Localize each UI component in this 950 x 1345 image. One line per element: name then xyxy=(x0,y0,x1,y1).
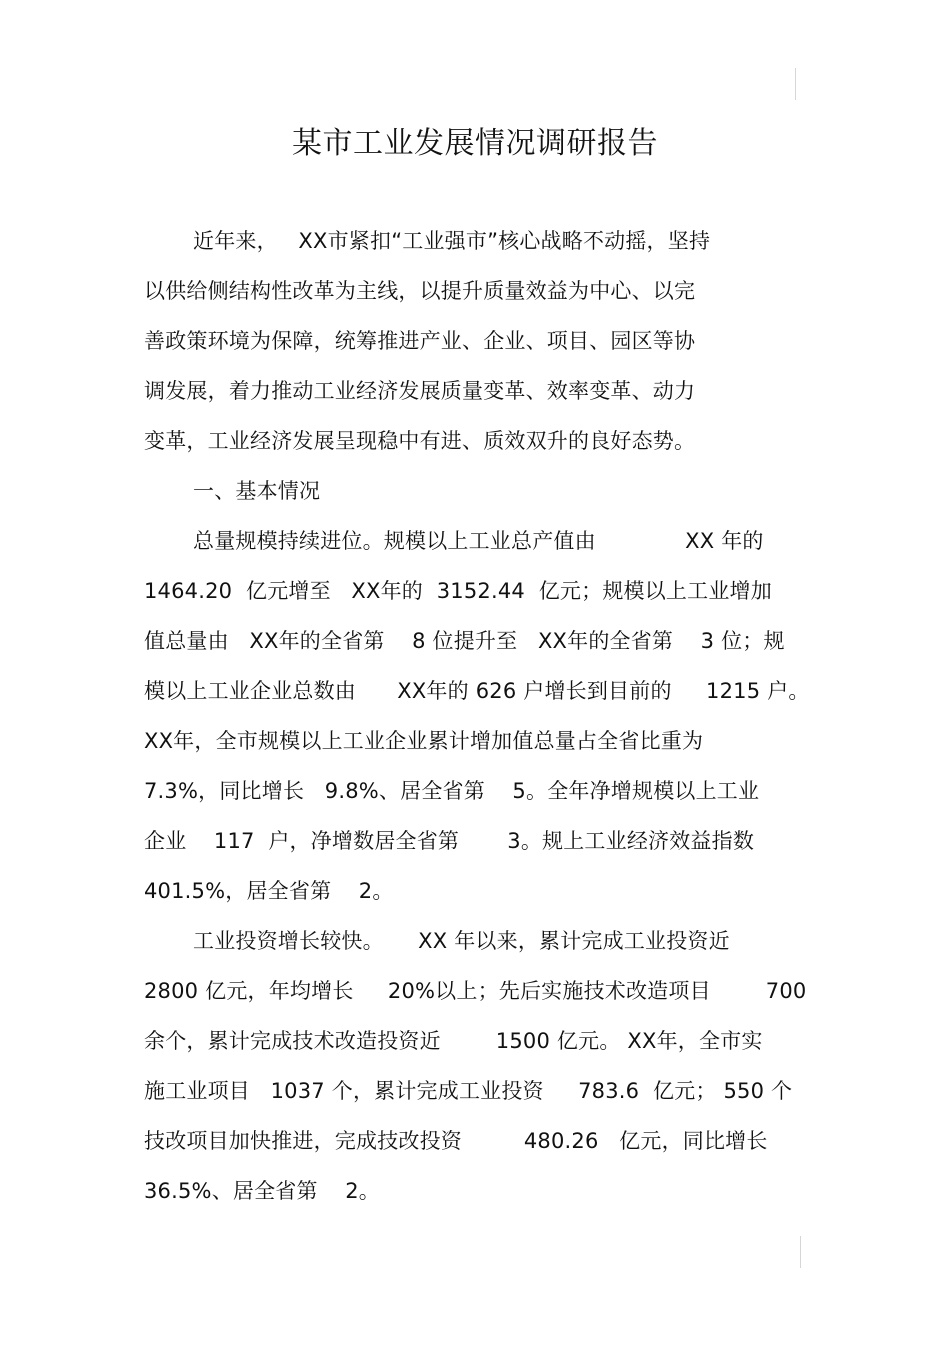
paragraph-3-line-3: 值总量由 XX年的全省第 8 位提升至 XX年的全省第 3 位；规 xyxy=(144,629,785,653)
paragraph-4-line-1: 工业投资增长较快。 XX 年以来，累计完成工业投资近 xyxy=(193,929,730,953)
paragraph-3-line-7: 企业 117 户，净增数居全省第 3。规上工业经济效益指数 xyxy=(144,829,755,853)
paragraph-3-line-4: 模以上工业企业总数由 XX年的 626 户增长到目前的 1215 户。 xyxy=(144,679,810,703)
paragraph-3-line-5: XX年，全市规模以上工业企业累计增加值总量占全省比重为 xyxy=(144,729,704,753)
page-edge-mark-top xyxy=(795,68,796,100)
paragraph-3-line-6: 7.3%，同比增长 9.8%、居全省第 5。全年净增规模以上工业 xyxy=(144,779,760,803)
paragraph-4-line-6: 36.5%、居全省第 2。 xyxy=(144,1179,380,1203)
section-heading: 一、基本情况 xyxy=(193,479,321,503)
paragraph-4-line-5: 技改项目加快推进，完成技改投资 480.26 亿元，同比增长 xyxy=(144,1129,768,1153)
paragraph-4-line-2: 2800 亿元，年均增长 20%以上；先后实施技术改造项目 700 xyxy=(144,979,807,1003)
page-edge-mark-bottom xyxy=(800,1236,801,1268)
paragraph-4-line-3: 余个，累计完成技术改造投资近 1500 亿元。 XX年，全市实 xyxy=(144,1029,763,1053)
paragraph-3-line-8: 401.5%，居全省第 2。 xyxy=(144,879,394,903)
paragraph-4-line-4: 施工业项目 1037 个，累计完成工业投资 783.6 亿元； 550 个 xyxy=(144,1079,793,1103)
paragraph-1-line-2: 以供给侧结构性改革为主线，以提升质量效益为中心、以完 xyxy=(144,279,696,303)
paragraph-3-line-2: 1464.20 亿元增至 XX年的 3152.44 亿元；规模以上工业增加 xyxy=(144,579,772,603)
paragraph-1-line-5: 变革，工业经济发展呈现稳中有进、质效双升的良好态势。 xyxy=(144,429,696,453)
paragraph-1-line-3: 善政策环境为保障，统筹推进产业、企业、项目、园区等协 xyxy=(144,329,696,353)
document-title: 某市工业发展情况调研报告 xyxy=(292,126,658,161)
paragraph-1-line-1: 近年来， XX市紧扣“工业强市”核心战略不动摇，坚持 xyxy=(193,229,711,253)
paragraph-1-line-4: 调发展，着力推动工业经济发展质量变革、效率变革、动力 xyxy=(144,379,696,403)
paragraph-3-line-1: 总量规模持续进位。规模以上工业总产值由 XX 年的 xyxy=(193,529,764,553)
